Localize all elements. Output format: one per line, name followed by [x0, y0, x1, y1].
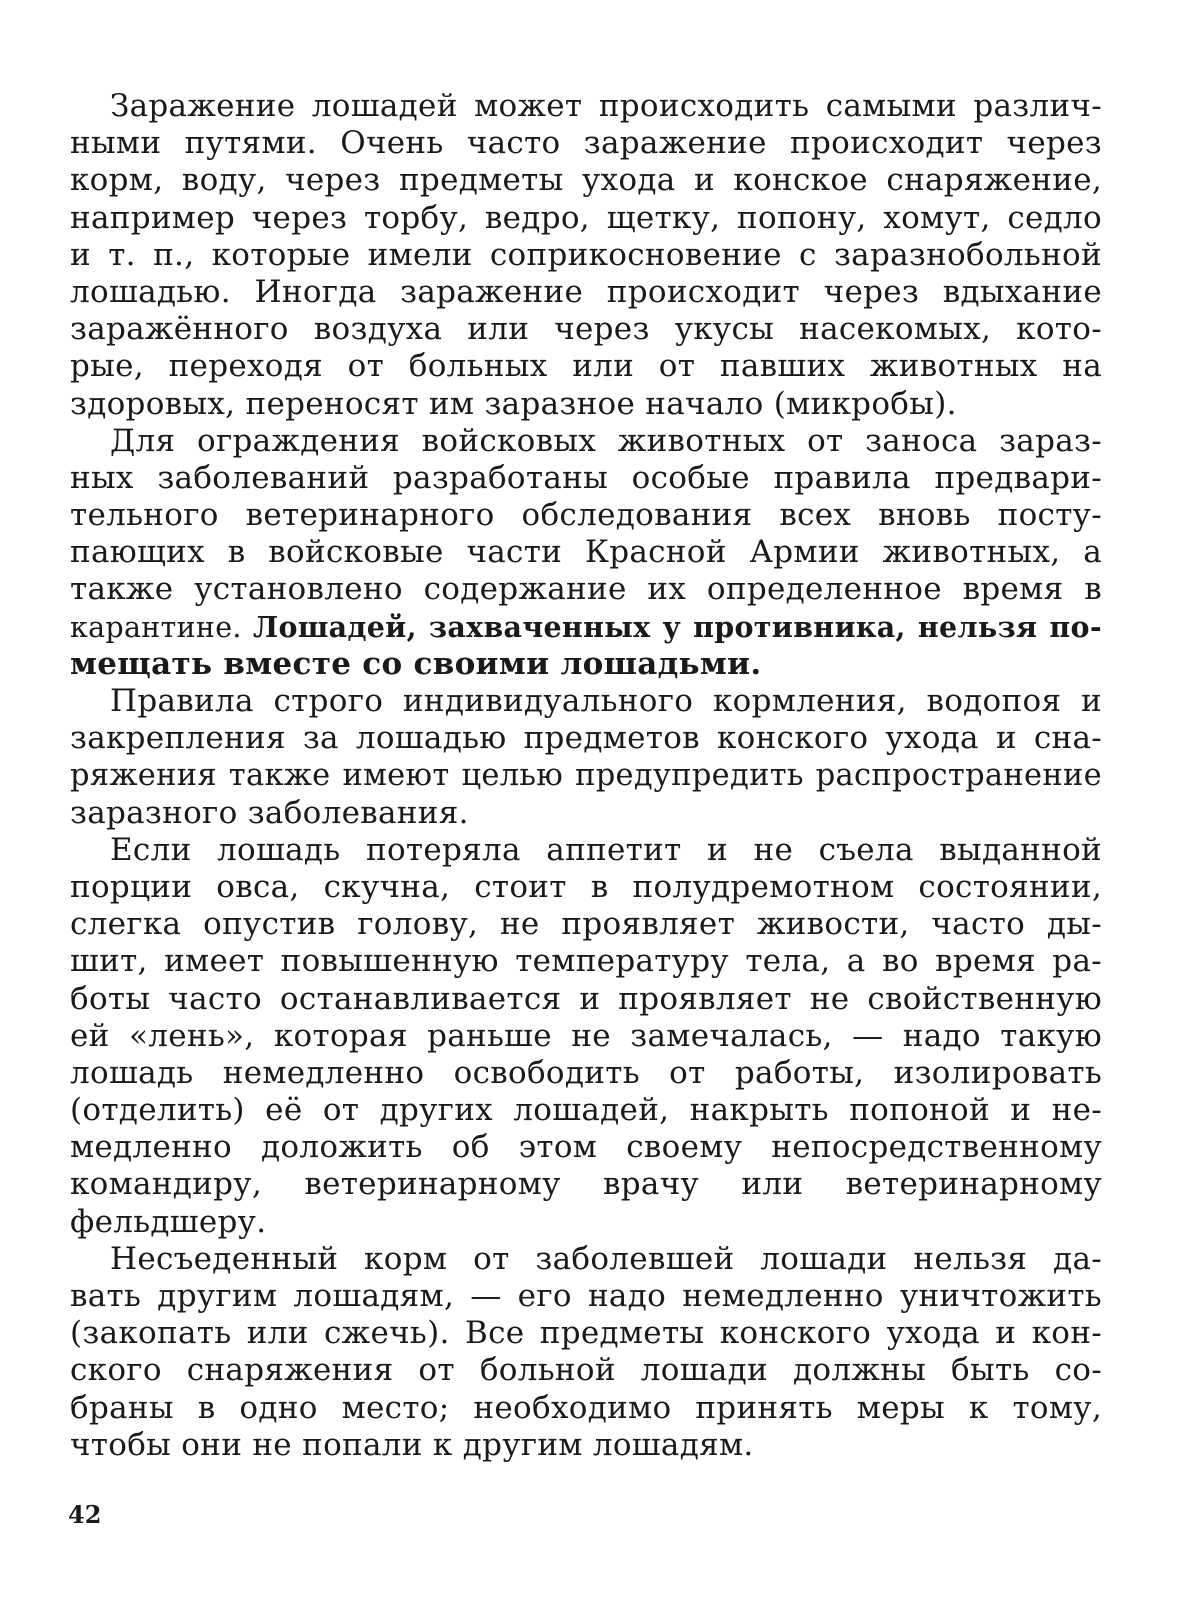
- paragraph-4-line-3: слегка опустив голову, не проявляет живости, часто ды-: [70, 906, 1102, 943]
- paragraph-1-line-3: корм, воду, через предметы ухода и конское снаряжение,: [70, 162, 1102, 199]
- paragraph-2-line-6-bold: Лошадей, захваченных у противника, нельзя по-: [252, 609, 1102, 644]
- paragraph-2-line-4: пающих в войсковые части Красной Армии животных, а: [70, 534, 1102, 571]
- paragraph-1-line-5: и т. п., которые имели соприкосновение с заразнобольной: [70, 236, 1102, 273]
- paragraph-5-line-5: браны в одно место; необходимо принять меры к тому,: [70, 1389, 1102, 1426]
- paragraph-4-line-9: медленно доложить об этом своему непосредственному: [70, 1129, 1102, 1166]
- paragraph-1-line-7: заражённого воздуха или через укусы насекомых, кото-: [70, 311, 1102, 348]
- paragraph-4-line-1: Если лошадь потеряла аппетит и не съела выданной: [110, 831, 1102, 868]
- body-text: [70, 88, 1102, 1464]
- paragraph-2-line-5: также установлено содержание их определенное время в: [70, 571, 1102, 608]
- paragraph-4-line-2: порции овса, скучна, стоит в полудремотном состоянии,: [70, 868, 1102, 905]
- paragraph-4-line-8: (отделить) её от других лошадей, накрыть попоной и не-: [70, 1092, 1102, 1129]
- paragraph-3-line-3: ряжения также имеют целью предупредить распространение: [70, 758, 1102, 794]
- paragraph-5-line-2: вать другим лошадям, — его надо немедленно уничтожить: [70, 1278, 1102, 1314]
- paragraph-2-line-2: ных заболеваний разработаны особые правила предвари-: [70, 459, 1102, 496]
- page-number: 42: [68, 1500, 102, 1529]
- paragraph-1-line-2: ными путями. Очень часто заражение происходит через: [70, 125, 1102, 162]
- paragraph-1-line-6: лошадью. Иногда заражение происходит через вдыхание: [70, 273, 1102, 310]
- paragraph-4-line-4: шит, имеет повышенную температуру тела, а во время ра-: [70, 943, 1102, 980]
- paragraph-4-line-5: боты часто останавливается и проявляет не свойственную: [70, 980, 1102, 1017]
- paragraph-1-line-1: Заражение лошадей может происходить самыми различ-: [110, 88, 1102, 124]
- paragraph-2-line-6-regular: карантине.: [70, 610, 242, 644]
- paragraph-4-line-7: лошадь немедленно освободить от работы, изолировать: [70, 1054, 1102, 1091]
- paragraph-1-line-4: например через торбу, ведро, щетку, попону, хомут, седло: [70, 199, 1102, 236]
- paragraph-5-line-1: Несъеденный корм от заболевшей лошади нельзя да-: [110, 1240, 1102, 1277]
- paragraph-1-line-9: здоровых, переносят им заразное начало (микробы).: [70, 385, 957, 422]
- paragraph-3-line-4: заразного заболевания.: [70, 794, 469, 831]
- paragraph-2-line-7: мещать вместе со своими лошадьми.: [70, 645, 762, 682]
- paragraph-3-line-2: закрепления за лошадью предметов конского ухода и сна-: [70, 720, 1102, 757]
- paragraph-5-line-4: ского снаряжения от больной лошади должны быть со-: [70, 1352, 1102, 1389]
- paragraph-5-line-3: (закопать или сжечь). Все предметы конского ухода и кон-: [70, 1315, 1102, 1352]
- paragraph-1-line-8: рые, переходя от больных или от павших животных на: [70, 348, 1102, 385]
- paragraph-2-line-6: [70, 609, 1102, 646]
- paragraph-4-line-6: ей «лень», которая раньше не замечалась, — надо такую: [70, 1017, 1102, 1054]
- paragraph-2-line-1: Для ограждения войсковых животных от заноса зараз-: [110, 422, 1102, 459]
- paragraph-5-line-6: чтобы они не попали к другим лошадям.: [70, 1426, 754, 1463]
- paragraph-4-line-11: фельдшеру.: [70, 1203, 267, 1240]
- paragraph-4-line-10: командиру, ветеринарному врачу или ветеринарному: [70, 1166, 1102, 1203]
- paragraph-3-line-1: Правила строго индивидуального кормления, водопоя и: [110, 683, 1102, 719]
- paragraph-2-line-3: тельного ветеринарного обследования всех вновь посту-: [70, 497, 1102, 534]
